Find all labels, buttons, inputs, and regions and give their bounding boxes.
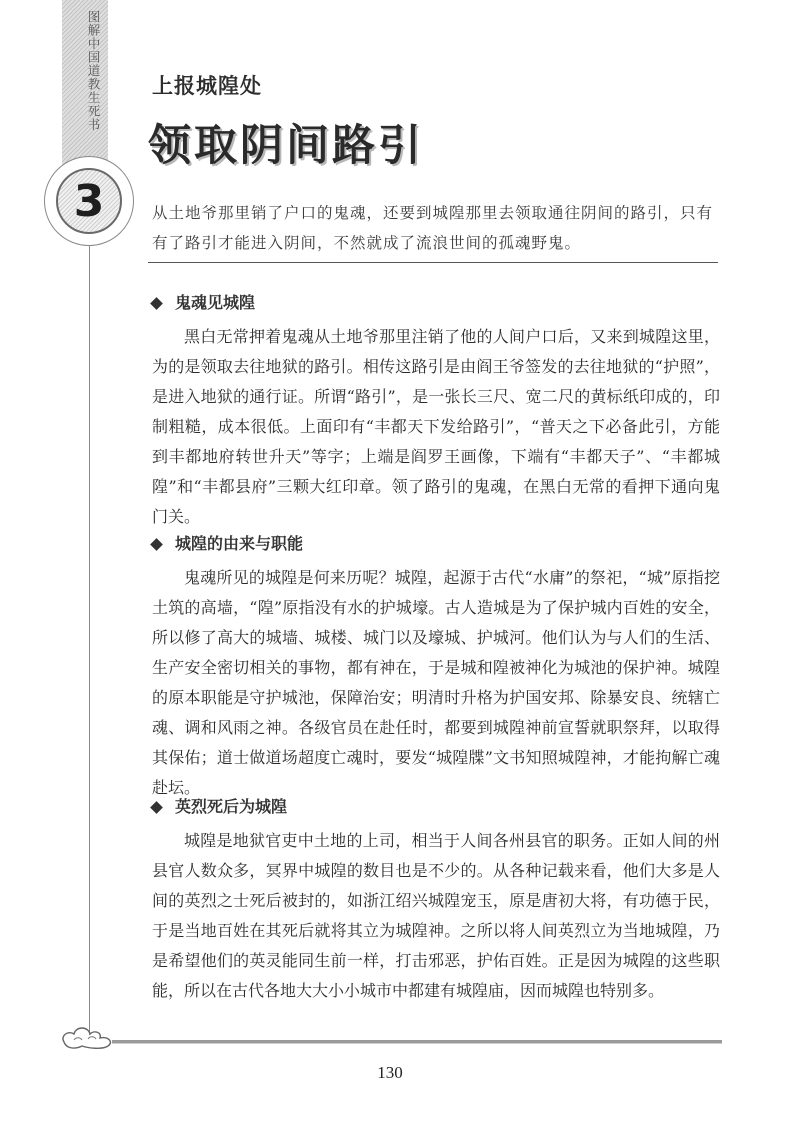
section-heading: 英烈死后为城隍	[175, 797, 288, 816]
chapter-number: 3	[73, 176, 105, 227]
margin-line	[89, 245, 90, 1035]
page-subtitle: 上报城隍处	[152, 74, 262, 98]
footer-divider	[112, 1040, 722, 1044]
chapter-badge-inner	[56, 168, 122, 234]
diamond-bullet-icon	[150, 297, 163, 310]
page-number: 130	[377, 1063, 403, 1082]
intro-divider	[148, 262, 718, 263]
section-ghost-meets-chenghuang	[152, 290, 720, 532]
section-body: 黑白无常押着鬼魂从土地爷那里注销了他的人间户口后，又来到城隍这里，为的是领取去往地狱的路引。相传这路引是由阎王爷签发的去往地狱的“护照”，是进入地狱的通行证。所谓“路引”，是一张长三尺、宽二尺的黄标纸印成的，印制粗糙，成本很低。上面印有“丰都天下发给路引”，“普天之下必备此引，方能到丰都地府转世升天”等字；上端是阎罗王画像，下端有“丰都天子”、“丰都城隍”和“丰都县府”三颗大红印章。领了路引的鬼魂，在黑白无常的看押下通向鬼门关。	[152, 327, 720, 526]
section-body: 城隍是地狱官吏中土地的上司，相当于人间各州县官的职务。正如人间的州县官人数众多，冥界中城隍的数目也是不少的。从各种记载来看，他们大多是人间的英烈之士死后被封的，如浙江绍兴城隍宠玉，原是唐初大将，有功德于民，于是当地百姓在其死后就将其立为城隍神。之所以将人间英烈立为当地城隍，乃是希望他们的英灵能同生前一样，打击邪恶，护佑百姓。正是因为城隍的这些职能，所以在古代各地大大小小城市中都建有城隍庙，因而城隍也特别多。	[152, 831, 720, 1000]
diamond-bullet-icon	[150, 801, 163, 814]
diamond-bullet-icon	[150, 538, 163, 551]
page-title: 领取阴间路引	[148, 121, 424, 171]
series-title: 图解中国道教生死书	[86, 10, 101, 132]
section-origin-and-duties	[152, 531, 720, 803]
section-heroes-become-chenghuang	[152, 794, 720, 1006]
section-heading: 城隍的由来与职能	[175, 534, 304, 553]
chapter-badge	[44, 156, 134, 246]
cloud-ornament-icon	[58, 1020, 120, 1054]
section-body: 鬼魂所见的城隍是何来历呢？城隍，起源于古代“水庸”的祭祀，“城”原指挖土筑的高墙，“隍”原指没有水的护城壕。古人造城是为了保护城内百姓的安全，所以修了高大的城墙、城楼、城门以及壕城、护城河。他们认为与人们的生活、生产安全密切相关的事物，都有神在，于是城和隍被神化为城池的保护神。城隍的原本职能是守护城池，保障治安；明清时升格为护国安邦、除暴安良、统辖亡魂、调和风雨之神。各级官员在赴任时，都要到城隍神前宣誓就职祭拜，以取得其保佑；道士做道场超度亡魂时，要发“城隍牒”文书知照城隍神，才能拘解亡魂赴坛。	[152, 568, 720, 797]
section-heading: 鬼魂见城隍	[175, 293, 256, 312]
intro-paragraph: 从土地爷那里销了户口的鬼魂，还要到城隍那里去领取通往阴间的路引，只有有了路引才能进入阴间，不然就成了流浪世间的孤魂野鬼。	[152, 204, 714, 252]
